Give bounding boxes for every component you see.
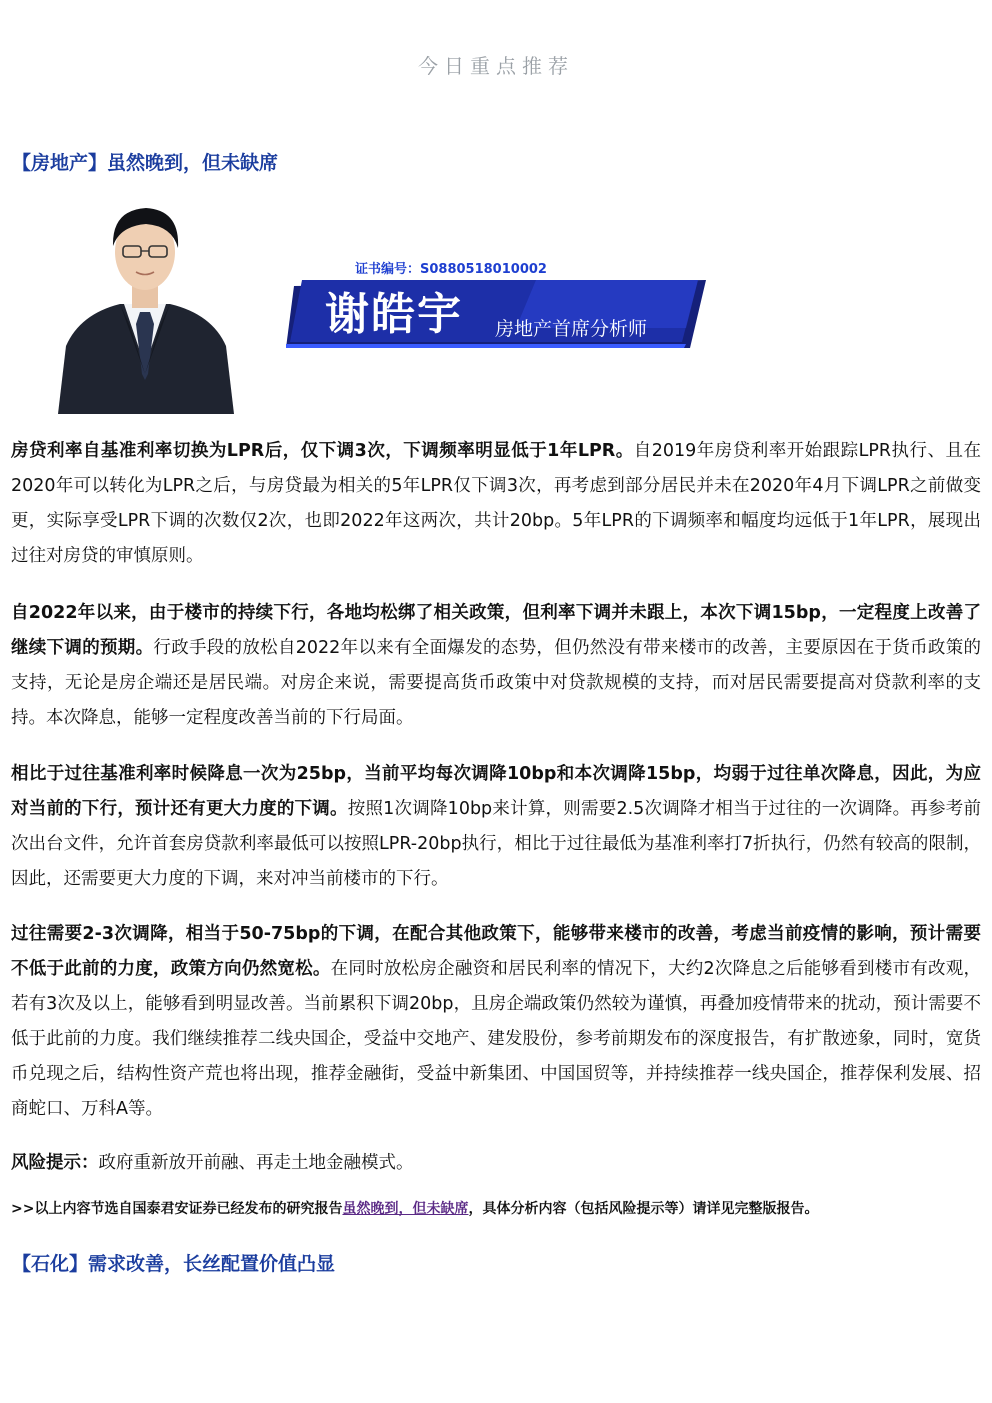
section-tag: 【房地产】	[12, 152, 108, 174]
analyst-role: 房地产首席分析师	[495, 318, 648, 340]
paragraph-lead: 相比于过往基准利率时候降息一次为25bp，当前平均每次调降10bp和本次调降15bp，均弱于过往单次降息，因此，为应对当前的下行，预计还有更大力度的下调。	[11, 764, 981, 819]
paragraph-lead: 房贷利率自基准利率切换为LPR后，仅下调3次，下调频率明显低于1年LPR。	[11, 441, 634, 461]
paragraph-lead: 自2022年以来，由于楼市的持续下行，各地均松绑了相关政策，但利率下调并未跟上，本次下调15bp，一定程度上改善了继续下调的预期。	[11, 603, 981, 658]
paragraph-body: 按照1次调降10bp来计算，则需要2.5次调降才相当于过往的一次调降。再参考前次出台文件，允许首套房贷款利率最低可以按照LPR-20bp执行，相比于过往最低为基准利率打7折执行，仍然有较高的限制，因此，还需要更大力度的下调，来对冲当前楼市的下行。	[11, 799, 981, 889]
risk-label: 风险提示：	[11, 1153, 99, 1173]
section-heading: 需求改善，长丝配置价值凸显	[88, 1253, 336, 1275]
page-header: 今日重点推荐	[418, 54, 574, 78]
paragraph-body: 在同时放松房企融资和居民利率的情况下，大约2次降息之后能够看到楼市有改观，若有3次及以上，能够看到明显改善。当前累积下调20bp，且房企端政策仍然较为谨慎，再叠加疫情带来的扰动，预计需要不低于此前的力度。我们继续推荐二线央国企，受益中交地产、建发股份，参考前期发布的深度报告，有扩散迹象，同时，宽货币兑现之后，结构性资产荒也将出现，推荐金融街，受益中新集团、中国国贸等，并持续推荐一线央国企，推荐保利发展、招商蛇口、万科A等。	[11, 959, 981, 1119]
analyst-card	[50, 196, 710, 414]
paragraph-body: 自2019年房贷利率开始跟踪LPR执行、且在2020年可以转化为LPR之后，与房贷最为相关的5年LPR仅下调3次，再考虑到部分居民并未在2020年4月下调LPR之前做变更，实际享受LPR下调的次数仅2次，也即2022年这两次，共计20bp。5年LPR的下调频率和幅度均远低于1年LPR，展现出过往对房贷的审慎原则。	[11, 441, 981, 566]
paragraph	[11, 596, 981, 736]
paragraph-body: 行政手段的放松自2022年以来有全面爆发的态势，但仍然没有带来楼市的改善，主要原因在于货币政策的支持，无论是房企端还是居民端。对房企来说，需要提高货币政策中对贷款规模的支持，而对居民需要提高对贷款利率的支持。本次降息，能够一定程度改善当前的下行局面。	[11, 638, 981, 728]
source-prefix: >>以上内容节选自国泰君安证券已经发布的研究报告	[11, 1201, 343, 1217]
analyst-certificate: 证书编号：S0880518010002	[355, 262, 547, 277]
analyst-name: 谢皓宇	[325, 289, 463, 340]
risk-warning	[11, 1146, 981, 1181]
paragraph-lead: 过往需要2-3次调降，相当于50-75bp的下调，在配合其他政策下，能够带来楼市的改善，考虑当前疫情的影响，预计需要不低于此前的力度，政策方向仍然宽松。	[11, 924, 981, 979]
paragraph	[11, 917, 981, 1127]
section-title-real-estate	[12, 148, 278, 175]
paragraph	[11, 757, 981, 897]
report-link[interactable]: 虽然晚到，但未缺席	[342, 1201, 469, 1217]
paragraph	[11, 434, 981, 574]
section-tag: 【石化】	[12, 1253, 89, 1275]
section-title-petrochemical	[12, 1249, 335, 1276]
analyst-portrait	[50, 196, 240, 414]
source-note	[11, 1198, 818, 1218]
risk-text: 政府重新放开前融、再走土地金融模式。	[98, 1153, 414, 1173]
section-heading: 虽然晚到，但未缺席	[107, 152, 279, 174]
source-suffix: ，具体分析内容（包括风险提示等）请详见完整版报告。	[468, 1201, 819, 1217]
